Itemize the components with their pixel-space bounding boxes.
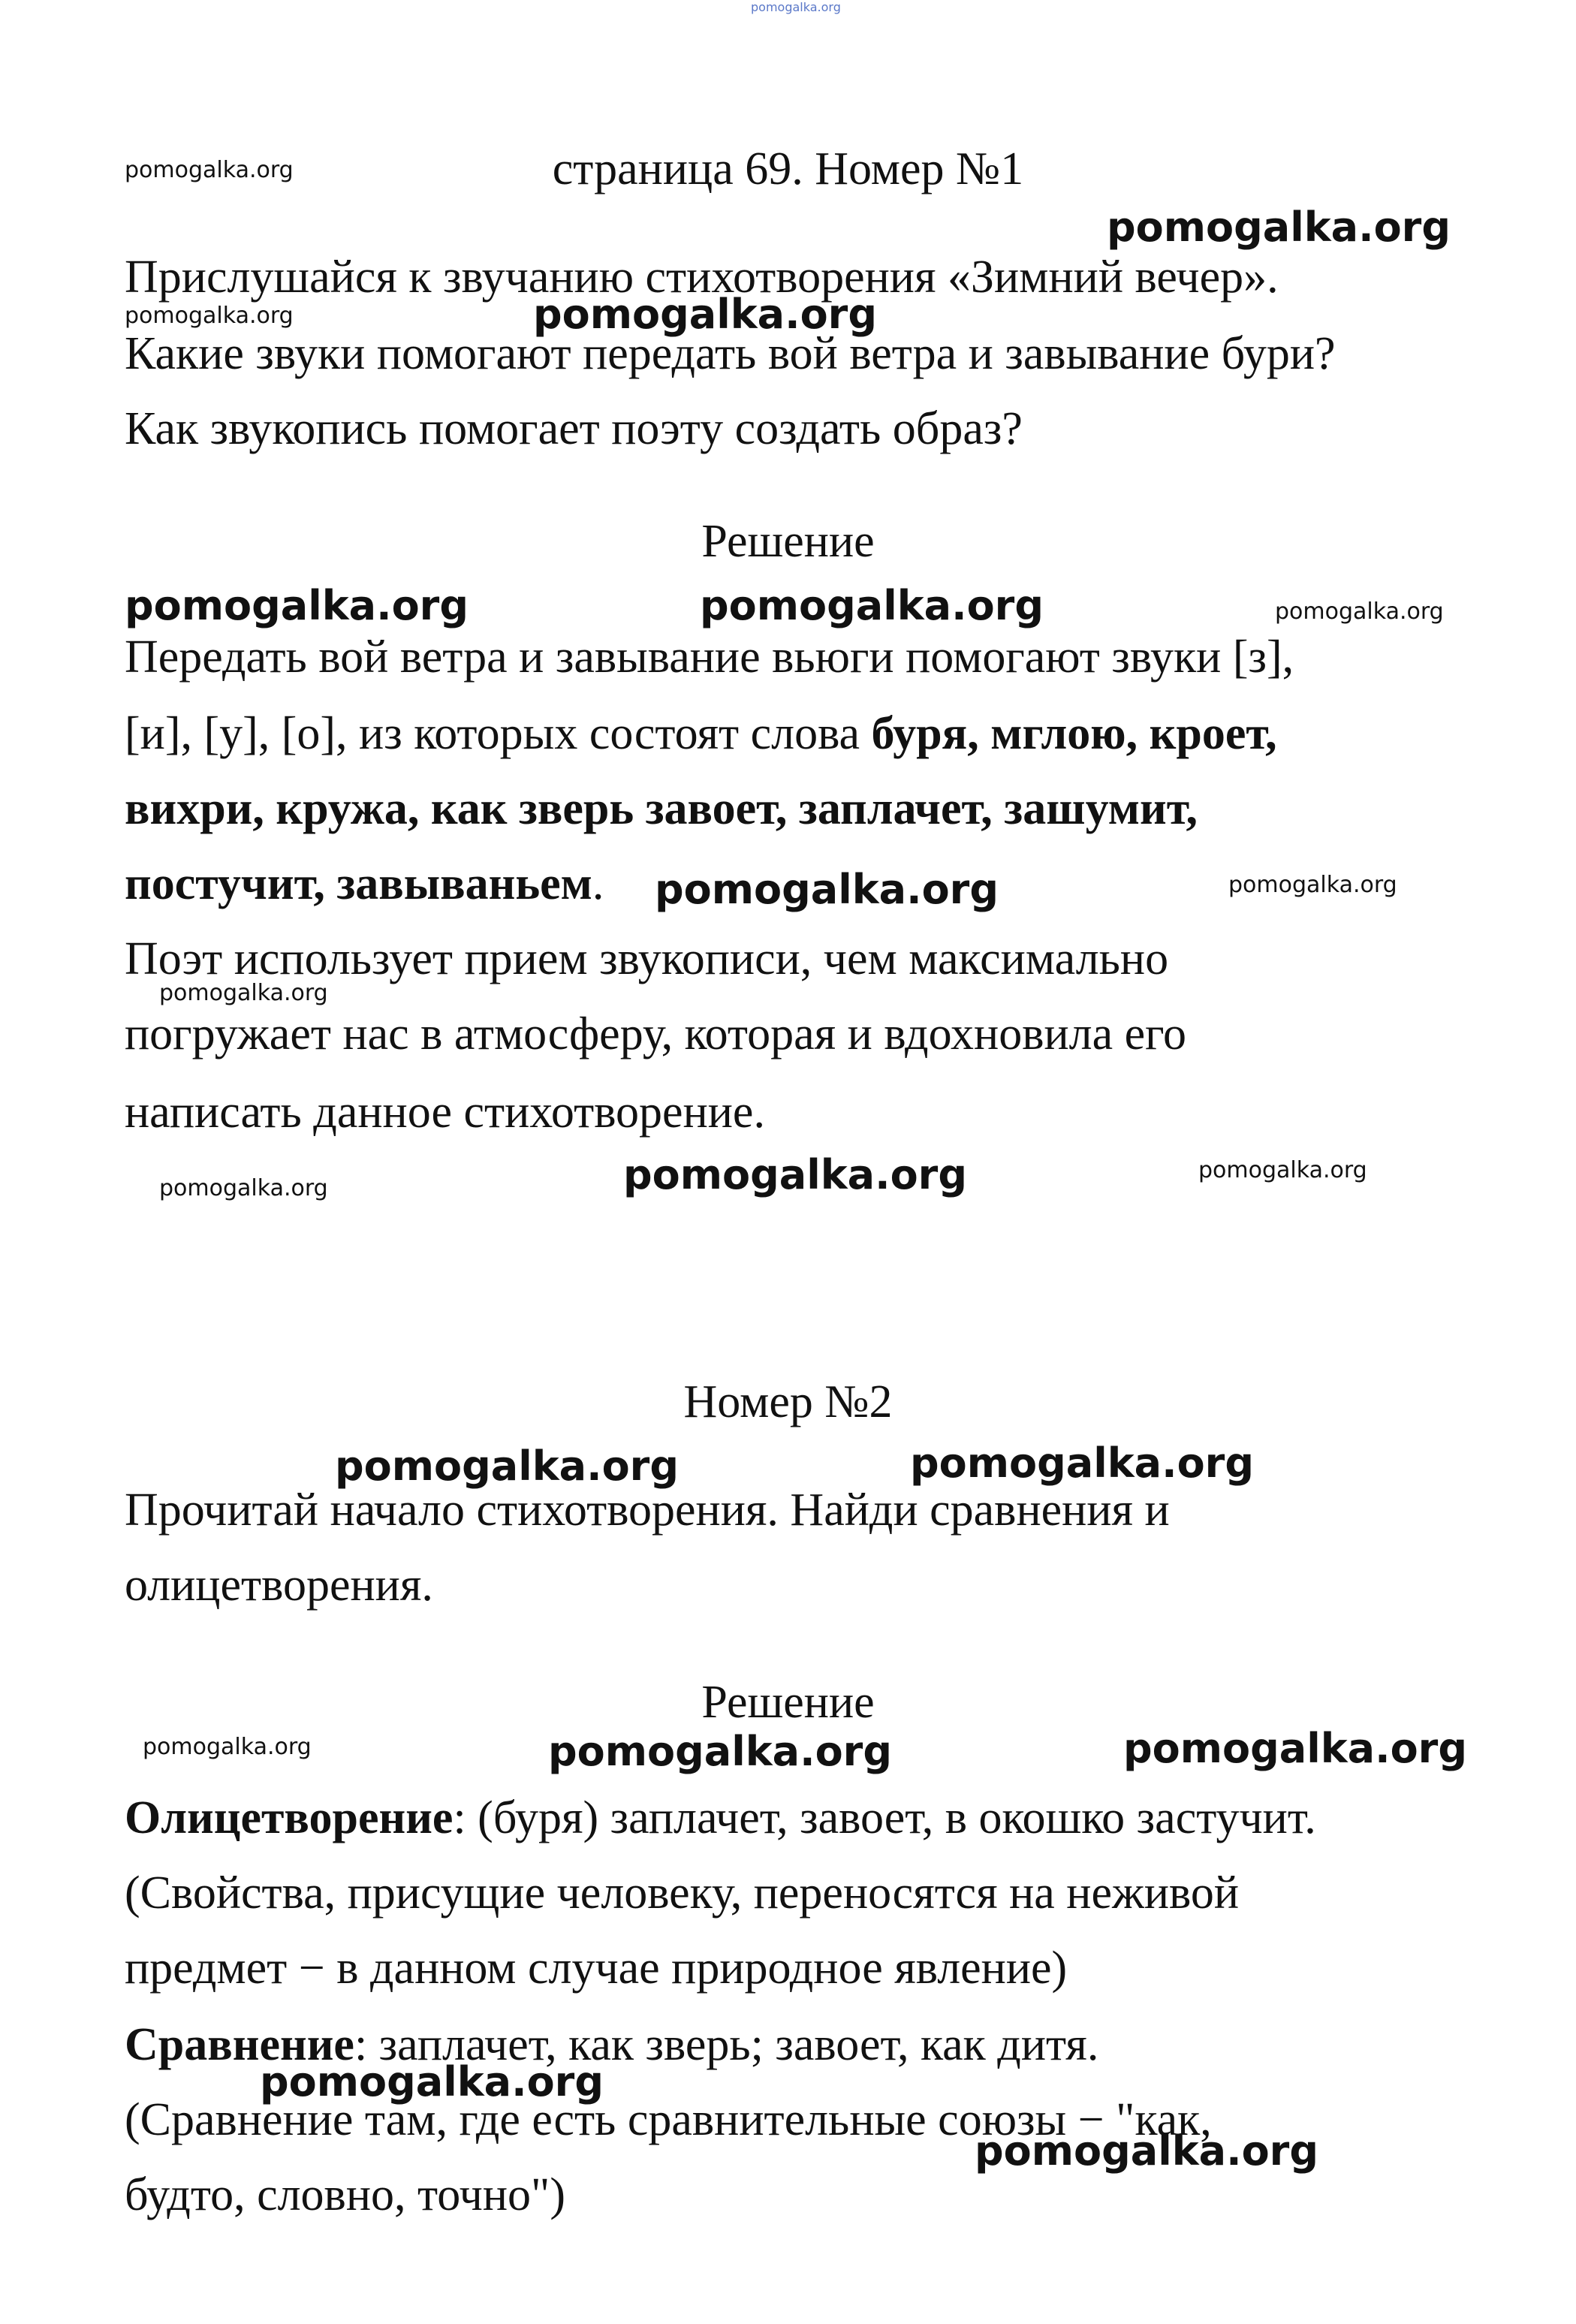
personification-label: Олицетворение	[125, 1792, 454, 1843]
watermark: pomogalka.org	[1123, 1725, 1467, 1772]
comparison-note-2: будто, словно, точно")	[125, 2169, 566, 2220]
watermark: pomogalka.org	[125, 582, 469, 629]
watermark: pomogalka.org	[335, 1442, 679, 1490]
answer-line-3: вихри, кружа, как зверь завоет, заплачет, зашумит,	[125, 783, 1198, 834]
watermark: pomogalka.org	[975, 2127, 1318, 2175]
answer-line-2	[125, 710, 1277, 757]
question2-line-2: олицетворения.	[125, 1560, 433, 1611]
watermark: pomogalka.org	[655, 866, 999, 913]
watermark: pomogalka.org	[1275, 598, 1444, 625]
answer-line-1: Передать вой ветра и завывание вьюги помогают звуки [з],	[125, 631, 1294, 683]
watermark: pomogalka.org	[623, 1151, 967, 1198]
top-watermark: pomogalka.org	[751, 0, 841, 14]
answer-line-4	[125, 858, 604, 909]
watermark: pomogalka.org	[125, 303, 294, 329]
question-line-3: Как звукопись помогает поэту создать образ?	[125, 403, 1023, 454]
personification-note-2: предмет − в данном случае природное явление)	[125, 1943, 1068, 1994]
watermark: pomogalka.org	[143, 1734, 312, 1760]
comparison-note-1: (Сравнение там, где есть сравнительные союзы − "как,	[125, 2094, 1212, 2145]
solution-title-2: Решение	[701, 1677, 875, 1728]
section-2-title: Номер №2	[683, 1376, 893, 1427]
watermark: pomogalka.org	[1198, 1157, 1367, 1183]
watermark: pomogalka.org	[548, 1728, 892, 1775]
watermark: pomogalka.org	[533, 291, 877, 338]
answer-line-4-bold: постучит, завываньем	[125, 858, 592, 909]
comparison-text: : заплачет, как зверь; завоет, как дитя.	[354, 2019, 1099, 2070]
personification-line	[125, 1792, 1316, 1843]
personification-text: : (буря) заплачет, завоет, в окошко застучит.	[453, 1792, 1316, 1843]
answer-line-2-plain: [и], [у], [о], из которых состоят слова	[125, 708, 872, 759]
watermark: pomogalka.org	[1107, 203, 1451, 251]
comparison-label: Сравнение	[125, 2019, 354, 2070]
watermark: pomogalka.org	[910, 1439, 1254, 1487]
watermark: pomogalka.org	[260, 2058, 604, 2105]
page-title: страница 69. Номер №1	[552, 143, 1024, 194]
watermark: pomogalka.org	[159, 1175, 328, 1201]
answer-line-7: написать данное стихотворение.	[125, 1087, 765, 1138]
solution-title-1: Решение	[701, 516, 875, 567]
watermark: pomogalka.org	[159, 980, 328, 1006]
question-line-2: Какие звуки помогают передать вой ветра и завывание бури?	[125, 328, 1336, 379]
question-line-1: Прислушайся к звучанию стихотворения «Зимний вечер».	[125, 252, 1279, 303]
watermark: pomogalka.org	[1228, 872, 1397, 898]
answer-line-4-plain: .	[592, 858, 604, 909]
watermark: pomogalka.org	[125, 157, 294, 183]
answer-line-6: погружает нас в атмосферу, которая и вдохновила его	[125, 1008, 1187, 1060]
personification-note-1: (Свойства, присущие человеку, переносятся на неживой	[125, 1867, 1240, 1919]
question2-line-1: Прочитай начало стихотворения. Найди сравнения и	[125, 1485, 1170, 1536]
answer-line-5: Поэт использует прием звукописи, чем максимально	[125, 933, 1169, 984]
watermark: pomogalka.org	[700, 582, 1044, 629]
answer-line-2-bold: буря, мглою, кроет,	[871, 708, 1277, 759]
